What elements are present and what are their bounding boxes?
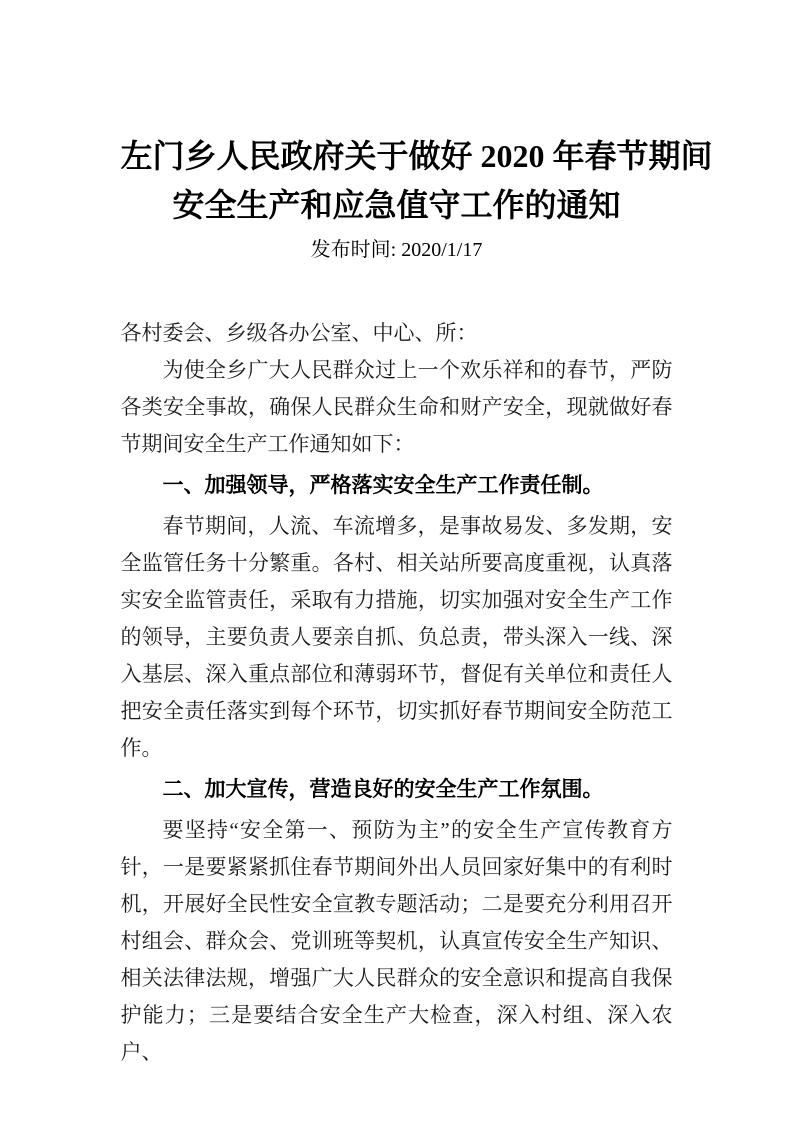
section-1-body: 春节期间，人流、车流增多，是事故易发、多发期，安全监管任务十分繁重。各村、相关站所要高度重视，认真落实安全监管责任，采取有力措施，切实加强对安全生产工作的领导，主要负责人要亲自抓、负总责，带头深入一线、深入基层、深入重点部位和薄弱环节，督促有关单位和责任人把安全责任落实到每个环节，切实抓好春节期间安全防范工作。 <box>120 514 673 760</box>
document-content <box>120 0 713 1071</box>
section-2-body: 要坚持“安全第一、预防为主”的安全生产宣传教育方针，一是要紧紧抓住春节期间外出人员回家好集中的有利时机，开展好全民性安全宣教专题活动；二是要充分利用召开村组会、群众会、党训班等契机，认真宣传安全生产知识、相关法律法规，增强广大人民群众的安全意识和提高自我保护能力；三是要结合安全生产大检查，深入村组、深入农户、 <box>120 818 673 1064</box>
document-title-line-1: 左门乡人民政府关于做好 2020 年春节期间 <box>120 138 713 174</box>
document-title <box>120 132 713 230</box>
document-title-line-2: 安全生产和应急值守工作的通知 <box>172 187 621 223</box>
salutation: 各村委会、乡级各办公室、中心、所： <box>120 321 478 345</box>
intro-paragraph: 为使全乡广大人民群众过上一个欢乐祥和的春节，严防各类安全事故，确保人民群众生命和财产安全，现就做好春节期间安全生产工作通知如下： <box>120 358 673 456</box>
document-body <box>121 315 673 1071</box>
section-1-heading: 一、加强领导，严格落实安全生产工作责任制。 <box>162 474 604 497</box>
publish-time: 发布时间: 2020/1/17 <box>310 239 483 261</box>
section-2-heading: 二、加大宣传，营造良好的安全生产工作氛围。 <box>162 778 604 801</box>
